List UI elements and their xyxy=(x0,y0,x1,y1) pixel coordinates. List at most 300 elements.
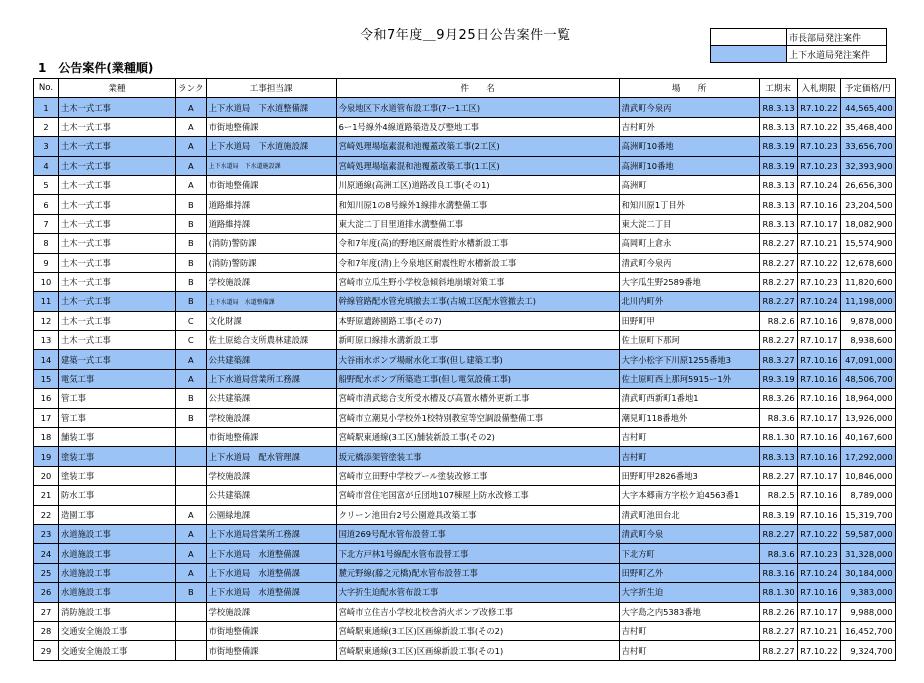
cell-end: R8.3.26 xyxy=(759,389,797,408)
cell-end: R8.3.19 xyxy=(759,137,797,156)
cell-price: 12,678,600 xyxy=(840,253,895,272)
cell-rank: A xyxy=(176,137,207,156)
table-row xyxy=(34,369,896,388)
cell-dept: 文化財課 xyxy=(206,311,336,330)
table-row xyxy=(34,486,896,505)
cell-name: 宮崎市清武総合支所受水槽及び高置水槽外更新工事 xyxy=(336,389,619,408)
cell-rank: B xyxy=(176,408,207,427)
cell-name: 令和7年度(高)的野地区耐震性貯水槽新設工事 xyxy=(336,234,619,253)
legend-swatch-mayor xyxy=(711,29,787,46)
cell-deadline: R7.10.23 xyxy=(797,544,840,563)
table-row xyxy=(34,389,896,408)
cell-no: 8 xyxy=(34,234,59,253)
cell-no: 20 xyxy=(34,466,59,485)
table-row xyxy=(34,156,896,175)
cell-price: 44,565,400 xyxy=(840,98,895,117)
cell-type: 舗装工事 xyxy=(59,428,176,447)
cell-type: 交通安全施設工事 xyxy=(59,641,176,660)
cell-end: R8.3.19 xyxy=(759,505,797,524)
cell-place: 高洲町10番地 xyxy=(619,137,759,156)
cell-rank: B xyxy=(176,195,207,214)
cell-price: 18,964,000 xyxy=(840,389,895,408)
cell-no: 28 xyxy=(34,621,59,640)
table-row xyxy=(34,272,896,291)
table-row xyxy=(34,117,896,136)
cell-dept: 上下水道局 水道整備課 xyxy=(206,292,336,311)
cell-place: 吉村町外 xyxy=(619,117,759,136)
cell-place: 清武町池田台北 xyxy=(619,505,759,524)
table-row xyxy=(34,505,896,524)
cell-deadline: R7.10.16 xyxy=(797,369,840,388)
cell-name: 大字折生迫配水管布設工事 xyxy=(336,583,619,602)
cell-deadline: R7.10.16 xyxy=(797,350,840,369)
cell-dept: 上下水道局 水道整備課 xyxy=(206,563,336,582)
cell-price: 9,383,000 xyxy=(840,583,895,602)
cell-place: 吉村町 xyxy=(619,447,759,466)
cell-price: 31,328,000 xyxy=(840,544,895,563)
cell-type: 消防施設工事 xyxy=(59,602,176,621)
cell-end: R8.3.27 xyxy=(759,350,797,369)
cell-deadline: R7.10.16 xyxy=(797,428,840,447)
cell-deadline: R7.10.17 xyxy=(797,331,840,350)
cell-end: R8.2.27 xyxy=(759,292,797,311)
cell-deadline: R7.10.17 xyxy=(797,466,840,485)
cell-name: 幹線管路配水管充填撤去工事(古城工区配水管撤去工) xyxy=(336,292,619,311)
legend-label-waterworks: 上下水道局発注案件 xyxy=(787,46,887,63)
cell-type: 建築一式工事 xyxy=(59,350,176,369)
cell-name: 宮崎市立住吉小学校北校舎消火ポンプ改修工事 xyxy=(336,602,619,621)
cell-name: 本野原遺跡園路工事(その7) xyxy=(336,311,619,330)
cell-end: R8.3.13 xyxy=(759,214,797,233)
cell-no: 14 xyxy=(34,350,59,369)
header-name: 件 名 xyxy=(336,79,619,98)
cell-type: 土木一式工事 xyxy=(59,272,176,291)
cell-deadline: R7.10.22 xyxy=(797,253,840,272)
cell-end: R8.2.27 xyxy=(759,621,797,640)
cell-end: R8.2.27 xyxy=(759,253,797,272)
table-row xyxy=(34,234,896,253)
cell-rank: C xyxy=(176,331,207,350)
cell-no: 6 xyxy=(34,195,59,214)
cell-price: 26,656,300 xyxy=(840,175,895,194)
cell-rank xyxy=(176,466,207,485)
cell-type: 土木一式工事 xyxy=(59,175,176,194)
cell-dept: 道路維持課 xyxy=(206,195,336,214)
cell-dept: 学校施設課 xyxy=(206,272,336,291)
cell-place: 田野町乙外 xyxy=(619,563,759,582)
cell-place: 大字本郷南方字松ケ迫4563番1 xyxy=(619,486,759,505)
cell-rank: A xyxy=(176,505,207,524)
cell-rank: A xyxy=(176,524,207,543)
cell-no: 22 xyxy=(34,505,59,524)
cell-price: 23,204,500 xyxy=(840,195,895,214)
cell-dept: (消防)警防課 xyxy=(206,253,336,272)
cell-deadline: R7.10.22 xyxy=(797,641,840,660)
cell-no: 29 xyxy=(34,641,59,660)
cell-price: 15,574,900 xyxy=(840,234,895,253)
cell-place: 大字小松字下川原1255番地3 xyxy=(619,350,759,369)
table-row xyxy=(34,524,896,543)
cell-end: R8.2.27 xyxy=(759,466,797,485)
table-body xyxy=(34,98,896,660)
cell-rank: B xyxy=(176,389,207,408)
section-title: 1 公告案件(業種順) xyxy=(38,61,154,75)
cell-end: R8.2.27 xyxy=(759,331,797,350)
cell-end: R8.3.13 xyxy=(759,98,797,117)
cell-no: 3 xyxy=(34,137,59,156)
table-row xyxy=(34,621,896,640)
cell-place: 下北方町 xyxy=(619,544,759,563)
cell-dept: 公園緑地課 xyxy=(206,505,336,524)
cell-name: 宮崎市立瓜生野小学校急傾斜地崩壊対策工事 xyxy=(336,272,619,291)
legend-label-mayor: 市長部局発注案件 xyxy=(787,29,887,46)
cell-type: 土木一式工事 xyxy=(59,214,176,233)
cell-price: 9,988,000 xyxy=(840,602,895,621)
header-rank: ランク xyxy=(176,79,207,98)
table-row xyxy=(34,98,896,117)
cell-type: 塗装工事 xyxy=(59,466,176,485)
cell-type: 土木一式工事 xyxy=(59,156,176,175)
cell-no: 17 xyxy=(34,408,59,427)
cell-price: 10,846,000 xyxy=(840,466,895,485)
cell-dept: 公共建築課 xyxy=(206,350,336,369)
cell-deadline: R7.10.24 xyxy=(797,563,840,582)
cell-type: 電気工事 xyxy=(59,369,176,388)
cell-no: 9 xyxy=(34,253,59,272)
cell-dept: 上下水道局 水道整備課 xyxy=(206,583,336,602)
cell-name: 下北方戸林1号線配水管布設替工事 xyxy=(336,544,619,563)
cell-price: 13,926,000 xyxy=(840,408,895,427)
cell-name: 宮崎駅東通線(3工区)区画線新設工事(その1) xyxy=(336,641,619,660)
cell-rank: B xyxy=(176,292,207,311)
cell-deadline: R7.10.22 xyxy=(797,98,840,117)
cell-place: 吉村町 xyxy=(619,641,759,660)
table-row xyxy=(34,331,896,350)
cell-type: 管工事 xyxy=(59,389,176,408)
cell-end: R8.3.16 xyxy=(759,563,797,582)
cell-price: 8,789,000 xyxy=(840,486,895,505)
cell-no: 18 xyxy=(34,428,59,447)
cell-end: R8.3.6 xyxy=(759,544,797,563)
cell-place: 田野町甲2826番地3 xyxy=(619,466,759,485)
cell-name: 川原通線(高洲工区)道路改良工事(その1) xyxy=(336,175,619,194)
cell-dept: 上下水道局営業所工務課 xyxy=(206,524,336,543)
cell-dept: 市街地整備課 xyxy=(206,428,336,447)
cell-rank xyxy=(176,447,207,466)
cell-dept: 上下水道局 水道整備課 xyxy=(206,544,336,563)
cell-price: 11,820,600 xyxy=(840,272,895,291)
cell-deadline: R7.10.24 xyxy=(797,175,840,194)
cell-type: 土木一式工事 xyxy=(59,98,176,117)
cell-deadline: R7.10.23 xyxy=(797,272,840,291)
table-row xyxy=(34,350,896,369)
cell-end: R8.2.27 xyxy=(759,272,797,291)
cell-price: 8,938,600 xyxy=(840,331,895,350)
cell-rank: A xyxy=(176,544,207,563)
cell-place: 大字折生迫 xyxy=(619,583,759,602)
cell-dept: 市街地整備課 xyxy=(206,621,336,640)
cell-end: R8.2.26 xyxy=(759,602,797,621)
cell-name: 宮崎市営住宅国富が丘団地107棟屋上防水改修工事 xyxy=(336,486,619,505)
cell-deadline: R7.10.17 xyxy=(797,408,840,427)
cell-no: 10 xyxy=(34,272,59,291)
cell-name: 今泉地区下水道管布設工事(7ー1工区) xyxy=(336,98,619,117)
cell-type: 土木一式工事 xyxy=(59,331,176,350)
cell-place: 大字瓜生野2589番地 xyxy=(619,272,759,291)
cell-end: R8.2.27 xyxy=(759,234,797,253)
cell-dept: (消防)警防課 xyxy=(206,234,336,253)
cell-no: 1 xyxy=(34,98,59,117)
cell-deadline: R7.10.23 xyxy=(797,156,840,175)
cell-place: 佐土原町下那珂 xyxy=(619,331,759,350)
cell-type: 土木一式工事 xyxy=(59,253,176,272)
cell-place: 清武町今泉丙 xyxy=(619,98,759,117)
cell-dept: 市街地整備課 xyxy=(206,175,336,194)
cell-name: 新町原口線排水溝新設工事 xyxy=(336,331,619,350)
cell-rank: A xyxy=(176,156,207,175)
cell-rank: B xyxy=(176,583,207,602)
table-row xyxy=(34,641,896,660)
cell-rank: A xyxy=(176,117,207,136)
cell-name: 坂元橋添架管塗装工事 xyxy=(336,447,619,466)
cell-type: 土木一式工事 xyxy=(59,117,176,136)
cell-deadline: R7.10.17 xyxy=(797,214,840,233)
cell-name: 宮崎処理場塩素混和池覆蓋改築工事(2工区) xyxy=(336,137,619,156)
cell-type: 土木一式工事 xyxy=(59,311,176,330)
cell-type: 塗装工事 xyxy=(59,447,176,466)
cell-dept: 佐土原総合支所農林建設課 xyxy=(206,331,336,350)
header-end: 工期末 xyxy=(759,79,797,98)
header-dept: 工事担当課 xyxy=(206,79,336,98)
cell-place: 大字島之内5383番地 xyxy=(619,602,759,621)
cell-place: 清武町西新町1番地1 xyxy=(619,389,759,408)
cell-place: 高岡町上倉永 xyxy=(619,234,759,253)
cell-deadline: R7.10.21 xyxy=(797,621,840,640)
cell-price: 17,292,000 xyxy=(840,447,895,466)
cell-type: 管工事 xyxy=(59,408,176,427)
cell-price: 32,393,900 xyxy=(840,156,895,175)
cell-end: R8.1.30 xyxy=(759,583,797,602)
cell-price: 9,878,000 xyxy=(840,311,895,330)
cell-rank: B xyxy=(176,234,207,253)
cell-deadline: R7.10.21 xyxy=(797,234,840,253)
cell-no: 4 xyxy=(34,156,59,175)
cell-place: 佐土原町西上那珂5915ー1外 xyxy=(619,369,759,388)
cell-rank: A xyxy=(176,369,207,388)
cell-deadline: R7.10.17 xyxy=(797,602,840,621)
cell-name: 船野配水ポンプ所築造工事(但し電気設備工事) xyxy=(336,369,619,388)
cell-end: R8.3.13 xyxy=(759,117,797,136)
cell-deadline: R7.10.16 xyxy=(797,389,840,408)
cell-price: 16,452,700 xyxy=(840,621,895,640)
cell-rank xyxy=(176,641,207,660)
cell-dept: 上下水道局 下水道整備課 xyxy=(206,98,336,117)
cell-deadline: R7.10.22 xyxy=(797,117,840,136)
cell-end: R8.2.6 xyxy=(759,311,797,330)
cell-type: 水道施設工事 xyxy=(59,563,176,582)
cell-no: 2 xyxy=(34,117,59,136)
cell-name: 大谷雨水ポンプ場耐水化工事(但し建築工事) xyxy=(336,350,619,369)
table-row xyxy=(34,563,896,582)
cell-end: R8.2.5 xyxy=(759,486,797,505)
cell-dept: 学校施設課 xyxy=(206,466,336,485)
table-row xyxy=(34,466,896,485)
cell-price: 9,324,700 xyxy=(840,641,895,660)
cell-type: 土木一式工事 xyxy=(59,292,176,311)
cell-name: 和知川原1の8号線外1線排水溝整備工事 xyxy=(336,195,619,214)
cell-dept: 公共建築課 xyxy=(206,486,336,505)
cell-no: 24 xyxy=(34,544,59,563)
cell-place: 高洲町10番地 xyxy=(619,156,759,175)
cell-name: 宮崎市立田野中学校プール塗装改修工事 xyxy=(336,466,619,485)
cell-no: 27 xyxy=(34,602,59,621)
cell-no: 21 xyxy=(34,486,59,505)
table-row xyxy=(34,602,896,621)
cell-dept: 上下水道局 下水道施設課 xyxy=(206,137,336,156)
cell-rank: A xyxy=(176,98,207,117)
cell-no: 12 xyxy=(34,311,59,330)
cell-end: R8.3.13 xyxy=(759,175,797,194)
cell-end: R8.2.27 xyxy=(759,641,797,660)
cell-end: R8.2.27 xyxy=(759,524,797,543)
table-row xyxy=(34,175,896,194)
cell-deadline: R7.10.23 xyxy=(797,137,840,156)
table-row xyxy=(34,447,896,466)
header-price: 予定価格/円 xyxy=(840,79,895,98)
cell-price: 47,091,000 xyxy=(840,350,895,369)
legend-swatch-waterworks xyxy=(711,46,787,63)
table-row xyxy=(34,253,896,272)
cell-type: 土木一式工事 xyxy=(59,137,176,156)
cell-dept: 学校施設課 xyxy=(206,602,336,621)
cell-place: 清武町今泉丙 xyxy=(619,253,759,272)
cell-no: 19 xyxy=(34,447,59,466)
cell-price: 30,184,000 xyxy=(840,563,895,582)
legend xyxy=(710,28,887,63)
cell-deadline: R7.10.16 xyxy=(797,195,840,214)
cell-end: R9.3.19 xyxy=(759,369,797,388)
cell-name: 宮崎市立潮見小学校外1校特別教室等空調設備整備工事 xyxy=(336,408,619,427)
cell-place: 田野町甲 xyxy=(619,311,759,330)
cell-name: クリーン池田台2号公園遊具改築工事 xyxy=(336,505,619,524)
cell-name: 宮崎駅東通線(3工区)舗装新設工事(その2) xyxy=(336,428,619,447)
cell-rank: B xyxy=(176,272,207,291)
cell-deadline: R7.10.16 xyxy=(797,447,840,466)
cell-deadline: R7.10.16 xyxy=(797,583,840,602)
cell-dept: 市街地整備課 xyxy=(206,641,336,660)
cell-price: 59,587,000 xyxy=(840,524,895,543)
table-header-row xyxy=(34,79,896,98)
cell-place: 和知川原1丁目外 xyxy=(619,195,759,214)
cell-end: R8.3.6 xyxy=(759,408,797,427)
cell-price: 15,319,700 xyxy=(840,505,895,524)
cell-rank xyxy=(176,602,207,621)
cell-deadline: R7.10.16 xyxy=(797,486,840,505)
cell-price: 18,082,900 xyxy=(840,214,895,233)
header-deadline: 入札期限 xyxy=(797,79,840,98)
cell-price: 11,198,000 xyxy=(840,292,895,311)
cell-type: 造園工事 xyxy=(59,505,176,524)
cell-place: 高洲町 xyxy=(619,175,759,194)
cell-deadline: R7.10.24 xyxy=(797,292,840,311)
cell-dept: 市街地整備課 xyxy=(206,117,336,136)
cell-rank: B xyxy=(176,253,207,272)
cell-no: 13 xyxy=(34,331,59,350)
table-row xyxy=(34,544,896,563)
cell-no: 11 xyxy=(34,292,59,311)
cell-no: 25 xyxy=(34,563,59,582)
cell-name: 令和7年度(清)上今泉地区耐震性貯水槽新設工事 xyxy=(336,253,619,272)
cell-name: 6ー1号線外4線道路築造及び整地工事 xyxy=(336,117,619,136)
cell-place: 吉村町 xyxy=(619,428,759,447)
cell-no: 5 xyxy=(34,175,59,194)
cell-no: 16 xyxy=(34,389,59,408)
cell-type: 防水工事 xyxy=(59,486,176,505)
cell-no: 26 xyxy=(34,583,59,602)
cell-rank xyxy=(176,486,207,505)
cell-place: 吉村町 xyxy=(619,621,759,640)
cell-name: 国道269号配水管布設替工事 xyxy=(336,524,619,543)
table-row xyxy=(34,137,896,156)
cell-deadline: R7.10.16 xyxy=(797,311,840,330)
cell-name: 宮崎処理場塩素混和池覆蓋改築工事(1工区) xyxy=(336,156,619,175)
header-no: No. xyxy=(34,79,59,98)
cell-type: 水道施設工事 xyxy=(59,583,176,602)
cell-dept: 上下水道局 下水道施設課 xyxy=(206,156,336,175)
cell-place: 潮見町118番地外 xyxy=(619,408,759,427)
table-row xyxy=(34,428,896,447)
cell-deadline: R7.10.16 xyxy=(797,505,840,524)
cell-dept: 上下水道局 配水管理課 xyxy=(206,447,336,466)
cell-name: 東大淀二丁目里道排水溝整備工事 xyxy=(336,214,619,233)
table-row xyxy=(34,195,896,214)
cell-end: R8.3.13 xyxy=(759,447,797,466)
cell-dept: 上下水道局営業所工務課 xyxy=(206,369,336,388)
cell-dept: 公共建築課 xyxy=(206,389,336,408)
cell-no: 23 xyxy=(34,524,59,543)
cell-type: 土木一式工事 xyxy=(59,234,176,253)
cell-rank xyxy=(176,621,207,640)
tender-table xyxy=(33,78,896,661)
cell-name: 宮崎駅東通線(3工区)区画線新設工事(その2) xyxy=(336,621,619,640)
cell-dept: 道路維持課 xyxy=(206,214,336,233)
cell-no: 7 xyxy=(34,214,59,233)
cell-price: 40,167,600 xyxy=(840,428,895,447)
cell-type: 水道施設工事 xyxy=(59,544,176,563)
cell-price: 33,656,700 xyxy=(840,137,895,156)
cell-end: R8.1.30 xyxy=(759,428,797,447)
cell-rank: A xyxy=(176,350,207,369)
cell-rank: B xyxy=(176,214,207,233)
page-title: 令和7年度＿9月25日公告案件一覧 xyxy=(360,28,571,43)
table-row xyxy=(34,408,896,427)
header-place: 場 所 xyxy=(619,79,759,98)
cell-place: 北川内町外 xyxy=(619,292,759,311)
cell-type: 土木一式工事 xyxy=(59,195,176,214)
cell-end: R8.3.19 xyxy=(759,156,797,175)
cell-end: R8.3.13 xyxy=(759,195,797,214)
table-row xyxy=(34,583,896,602)
cell-rank: A xyxy=(176,563,207,582)
cell-rank: C xyxy=(176,311,207,330)
table-row xyxy=(34,214,896,233)
cell-price: 35,468,400 xyxy=(840,117,895,136)
header-type: 業種 xyxy=(59,79,176,98)
cell-place: 清武町今泉 xyxy=(619,524,759,543)
cell-no: 15 xyxy=(34,369,59,388)
cell-rank: A xyxy=(176,175,207,194)
cell-deadline: R7.10.22 xyxy=(797,524,840,543)
